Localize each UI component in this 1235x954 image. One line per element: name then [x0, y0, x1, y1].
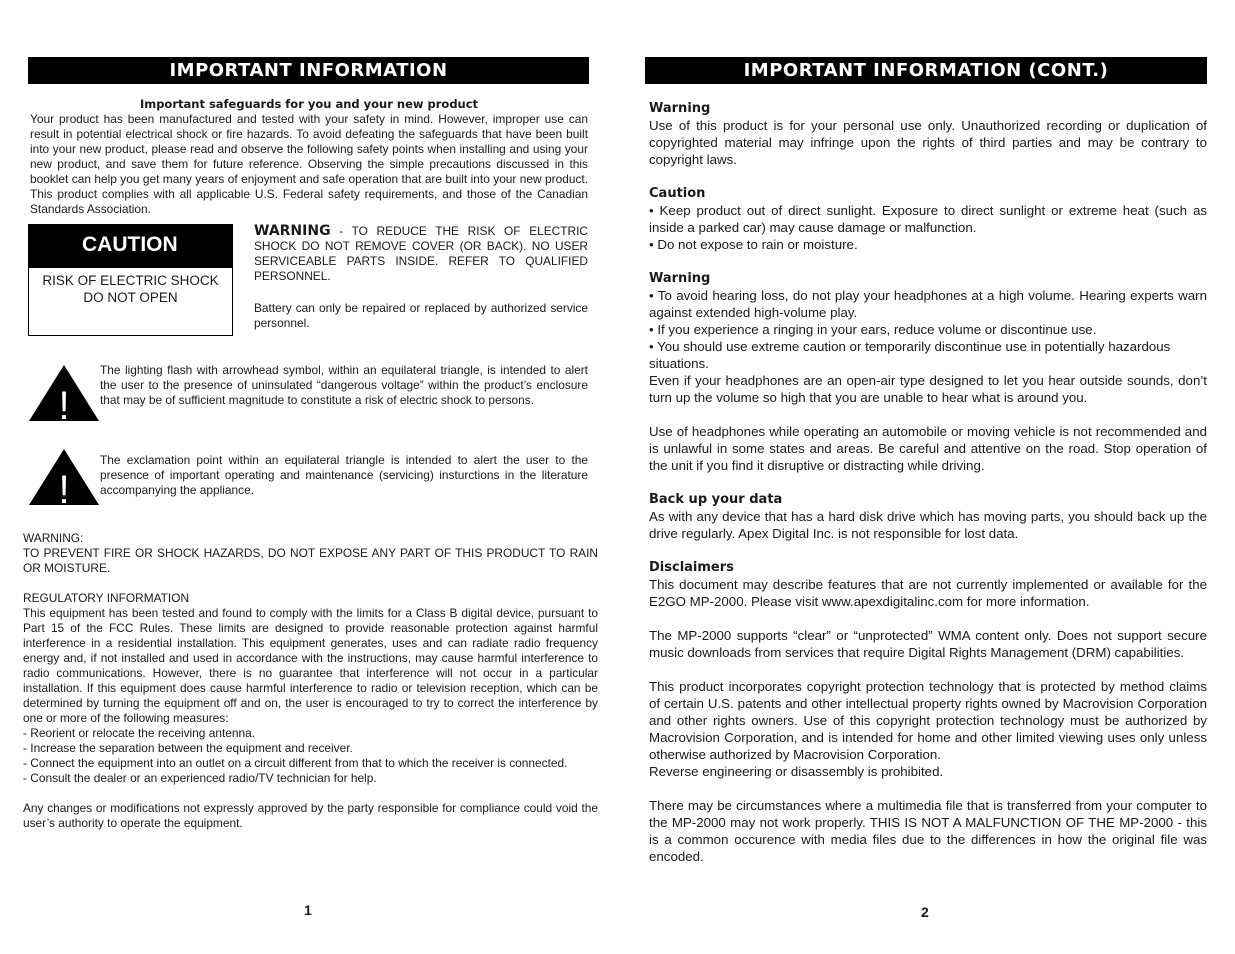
caution-line-2: DO NOT OPEN — [83, 290, 178, 305]
left-page — [0, 0, 617, 954]
drm-text: The MP-2000 supports “clear” or “unprotected” WMA content only. Does not support secure music downloads from services that require Digital Rights Management (DRM) capabilities. — [649, 628, 1207, 660]
warning2-item: • You should use extreme caution or temporarily discontinue use in potentially hazardous situations. — [649, 339, 1171, 371]
safeguards-heading: Important safeguards for you and your new product — [139, 97, 479, 111]
backup-text: As with any device that has a hard disk drive which has moving parts, you should back up the drive regularly. Apex Digital Inc. is not responsible for lost data. — [649, 509, 1207, 541]
page-number: 1 — [304, 902, 312, 918]
lightning-triangle-icon — [28, 364, 100, 422]
caution-item: • Keep product out of direct sunlight. Exposure to direct sunlight or extreme heat (such as inside a parked car) may cause damage or malfunction. — [649, 203, 1207, 235]
macrovision-text: This product incorporates copyright protection technology that is protected by method claims of certain U.S. patents and other intellectual property rights owned by Macrovision Corporation and other rights owners. Use of this copyright protection technology must be authorized by Macrovision Corporation, and is intended for home and other limited viewing uses only unless otherwise authorized by Macrovision Corporation. — [649, 679, 1207, 762]
right-page — [617, 0, 1235, 954]
warning2-item: • To avoid hearing loss, do not play your headphones at a high volume. Hearing experts warn against extended high-volume play. — [649, 288, 1207, 320]
exclamation-triangle-icon — [28, 448, 100, 506]
warning2-text: TO PREVENT FIRE OR SHOCK HAZARDS, DO NOT EXPOSE ANY PART OF THIS PRODUCT TO RAIN OR MOISTURE. — [23, 546, 598, 575]
warning-text: - TO REDUCE THE RISK OF ELECTRIC SHOCK DO NOT REMOVE COVER (OR BACK). NO USER SERVICEABLE PARTS INSIDE. REFER TO QUALIFIED PERSONNEL. — [254, 224, 588, 283]
right-page-banner: IMPORTANT INFORMATION (CONT.) — [645, 57, 1207, 84]
safeguards-section — [30, 97, 588, 217]
warning2-item: • If you experience a ringing in your ears, reduce volume or discontinue use. — [649, 322, 1097, 337]
disclaimers-heading: Disclaimers — [649, 560, 734, 575]
warning2-label: WARNING: — [23, 531, 84, 545]
backup-heading: Back up your data — [649, 492, 783, 507]
driving-text: Use of headphones while operating an automobile or moving vehicle is not recommended and is unlawful in some states and areas. Be careful and attentive on the road. Stop operation of the unit if you find it disruptive or distracting while driving. — [649, 424, 1207, 473]
warning-notice — [254, 224, 588, 284]
regulatory-text: This equipment has been tested and found to comply with the limits for a Class B digital device, pursuant to Part 15 of the FCC Rules. These limits are designed to provide reasonable protection against harmful interference in a residential installation. This equipment generates, uses and can radiate radio frequency energy and, if not installed and used in accordance with the instructions, may cause harmful interference to radio communications. However, there is no guarantee that interference will not occur in a particular installation. If this equipment does cause harmful interference to radio or television reception, which can be determined by turning the equipment off and on, the user is encouraged to try to correct the interference by one or more of the following measures: — [23, 606, 598, 725]
caution-label-box — [28, 224, 233, 336]
measure-item: - Reorient or relocate the receiving antenna. — [23, 726, 256, 740]
caution-body — [29, 272, 232, 306]
fcc-section — [23, 531, 598, 831]
lightning-symbol-text: The lighting flash with arrowhead symbol, within an equilateral triangle, is intended to alert the user to the presence of uninsulated “dangerous voltage” within the product’s enclosure that may be of sufficient magnitude to constitute a risk of electric shock to persons. — [100, 363, 588, 407]
caution-heading: Caution — [649, 186, 706, 201]
multimedia-text: There may be circumstances where a multimedia file that is transferred from your computer to the MP-2000 may not work properly. THIS IS NOT A MALFUNCTION OF THE MP-2000 - this is a common occurence with media files due to the differences in how the original file was encoded. — [649, 798, 1207, 864]
measure-item: - Increase the separation between the equipment and receiver. — [23, 741, 353, 755]
disclaimers-text: This document may describe features that are not currently implemented or available for the E2GO MP-2000. Please visit www.apexdigitalinc.com for more information. — [649, 577, 1207, 609]
battery-notice: Battery can only be repaired or replaced by authorized service personnel. — [254, 301, 588, 330]
reverse-engineering-text: Reverse engineering or disassembly is prohibited. — [649, 764, 944, 779]
triangle-mark: ! — [58, 468, 70, 506]
safeguards-text: Your product has been manufactured and tested with your safety in mind. However, improper use can result in potential electrical shock or fire hazards. To avoid defeating the safeguards that have been built into your new product, please read and observe the following safety points when installing and using your new product, and save them for future reference. Observing the simple precautions discussed in this booklet can help you get many years of enjoyment and safe operation that are built into your new product. This product complies with all applicable U.S. Federal safety requirements, and those of the Canadian Standards Association. — [30, 112, 588, 216]
caution-item: • Do not expose to rain or moisture. — [649, 237, 858, 252]
triangle-mark: ! — [58, 384, 70, 422]
changes-text: Any changes or modifications not expressly approved by the party responsible for compliance could void the user’s authority to operate the equipment. — [23, 801, 598, 830]
measure-item: - Consult the dealer or an experienced radio/TV technician for help. — [23, 771, 377, 785]
regulatory-label: REGULATORY INFORMATION — [23, 591, 190, 605]
caution-line-1: RISK OF ELECTRIC SHOCK — [42, 273, 219, 288]
exclamation-symbol-text: The exclamation point within an equilateral triangle is intended to alert the user to the presence of important operating and maintenance (servicing) insturctions in the literature accompanying the appliance. — [100, 453, 588, 497]
warning-word: WARNING — [254, 223, 331, 239]
page-number: 2 — [921, 904, 929, 920]
warning1-text: Use of this product is for your personal use only. Unauthorized recording or duplication of copyrighted material may infringe upon the rights of third parties and may be contrary to copyright laws. — [649, 118, 1207, 167]
caution-title: CAUTION — [29, 225, 232, 268]
warning2-heading: Warning — [649, 271, 711, 286]
warning1-heading: Warning — [649, 101, 711, 116]
left-page-banner: IMPORTANT INFORMATION — [28, 57, 589, 84]
right-content — [649, 100, 1207, 865]
measure-item: - Connect the equipment into an outlet on a circuit different from that to which the receiver is connected. — [23, 756, 568, 770]
headphones-text: Even if your headphones are an open-air type designed to let you hear outside sounds, don’t turn up the volume so high that you are unable to hear what is around you. — [649, 373, 1207, 405]
